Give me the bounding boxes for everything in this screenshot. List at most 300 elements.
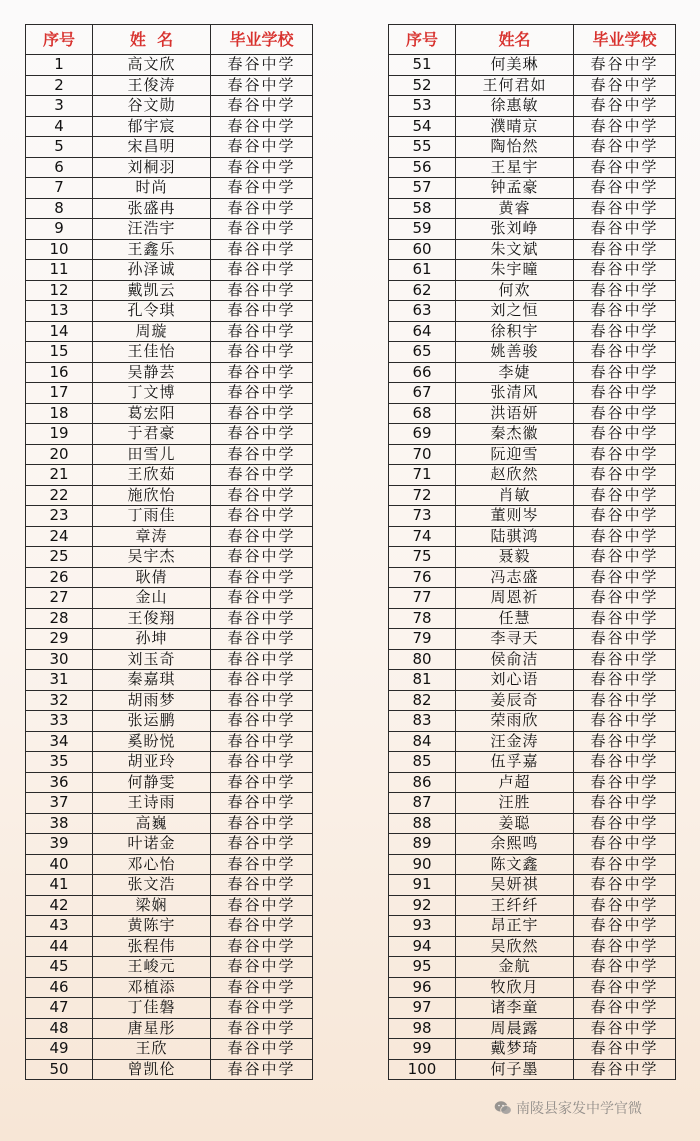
row-name: 田雪儿 xyxy=(93,444,211,465)
row-seq: 37 xyxy=(26,793,93,814)
table-row xyxy=(389,239,676,260)
row-name: 李婕 xyxy=(456,362,574,383)
row-seq: 24 xyxy=(26,526,93,547)
table-row xyxy=(26,793,313,814)
row-school: 春谷中学 xyxy=(574,649,676,670)
row-seq: 98 xyxy=(389,1018,456,1039)
row-name: 徐惠敏 xyxy=(456,96,574,117)
row-name: 汪浩宇 xyxy=(93,219,211,240)
table-row xyxy=(26,198,313,219)
row-seq: 20 xyxy=(26,444,93,465)
row-seq: 11 xyxy=(26,260,93,281)
student-table-right xyxy=(388,24,676,1080)
row-name: 胡亚玲 xyxy=(93,752,211,773)
row-name: 刘桐羽 xyxy=(93,157,211,178)
row-seq: 68 xyxy=(389,403,456,424)
row-name: 王星宇 xyxy=(456,157,574,178)
row-name: 董则岑 xyxy=(456,506,574,527)
row-school: 春谷中学 xyxy=(211,239,313,260)
row-name: 伍孚嘉 xyxy=(456,752,574,773)
row-name: 赵欣然 xyxy=(456,465,574,486)
row-seq: 72 xyxy=(389,485,456,506)
row-name: 何欢 xyxy=(456,280,574,301)
table-row xyxy=(26,1018,313,1039)
row-seq: 54 xyxy=(389,116,456,137)
row-school: 春谷中学 xyxy=(574,321,676,342)
table-row xyxy=(26,239,313,260)
row-seq: 22 xyxy=(26,485,93,506)
header-seq: 序号 xyxy=(26,25,93,55)
table-row xyxy=(389,895,676,916)
table-row xyxy=(389,588,676,609)
row-seq: 57 xyxy=(389,178,456,199)
row-school: 春谷中学 xyxy=(574,485,676,506)
row-school: 春谷中学 xyxy=(211,690,313,711)
row-school: 春谷中学 xyxy=(211,219,313,240)
row-school: 春谷中学 xyxy=(574,96,676,117)
row-school: 春谷中学 xyxy=(211,342,313,363)
row-name: 张程伟 xyxy=(93,936,211,957)
row-name: 汪胜 xyxy=(456,793,574,814)
row-name: 丁文博 xyxy=(93,383,211,404)
row-school: 春谷中学 xyxy=(574,465,676,486)
table-row xyxy=(26,506,313,527)
row-seq: 59 xyxy=(389,219,456,240)
table-row xyxy=(389,916,676,937)
row-seq: 44 xyxy=(26,936,93,957)
table-row xyxy=(26,301,313,322)
row-name: 奚盼悦 xyxy=(93,731,211,752)
table-row xyxy=(389,670,676,691)
table-row xyxy=(26,321,313,342)
row-seq: 42 xyxy=(26,895,93,916)
row-seq: 84 xyxy=(389,731,456,752)
wechat-icon xyxy=(494,1100,512,1116)
table-row xyxy=(26,424,313,445)
row-name: 王佳怡 xyxy=(93,342,211,363)
row-school: 春谷中学 xyxy=(574,1059,676,1080)
table-row xyxy=(389,731,676,752)
row-school: 春谷中学 xyxy=(211,957,313,978)
row-school: 春谷中学 xyxy=(574,998,676,1019)
table-row xyxy=(389,137,676,158)
row-school: 春谷中学 xyxy=(574,608,676,629)
table-row xyxy=(26,362,313,383)
row-school: 春谷中学 xyxy=(574,731,676,752)
row-school: 春谷中学 xyxy=(211,793,313,814)
row-school: 春谷中学 xyxy=(211,1039,313,1060)
table-row xyxy=(26,75,313,96)
row-name: 吴欣然 xyxy=(456,936,574,957)
row-school: 春谷中学 xyxy=(211,813,313,834)
row-name: 张文浩 xyxy=(93,875,211,896)
row-school: 春谷中学 xyxy=(211,526,313,547)
row-seq: 76 xyxy=(389,567,456,588)
row-seq: 13 xyxy=(26,301,93,322)
table-row xyxy=(26,690,313,711)
table-row xyxy=(389,342,676,363)
table-row xyxy=(389,485,676,506)
row-name: 孙泽诚 xyxy=(93,260,211,281)
row-name: 卢超 xyxy=(456,772,574,793)
row-name: 葛宏阳 xyxy=(93,403,211,424)
row-name: 诸李童 xyxy=(456,998,574,1019)
table-row xyxy=(26,96,313,117)
row-name: 荣雨欣 xyxy=(456,711,574,732)
row-name: 孙坤 xyxy=(93,629,211,650)
row-name: 王纤纤 xyxy=(456,895,574,916)
row-seq: 33 xyxy=(26,711,93,732)
row-name: 邓植添 xyxy=(93,977,211,998)
row-seq: 12 xyxy=(26,280,93,301)
row-name: 李寻天 xyxy=(456,629,574,650)
row-seq: 17 xyxy=(26,383,93,404)
row-school: 春谷中学 xyxy=(211,321,313,342)
table-row xyxy=(26,998,313,1019)
table-row xyxy=(26,116,313,137)
row-seq: 83 xyxy=(389,711,456,732)
row-school: 春谷中学 xyxy=(574,75,676,96)
row-seq: 61 xyxy=(389,260,456,281)
row-school: 春谷中学 xyxy=(574,711,676,732)
row-school: 春谷中学 xyxy=(574,280,676,301)
row-school: 春谷中学 xyxy=(574,629,676,650)
row-seq: 50 xyxy=(26,1059,93,1080)
row-name: 朱宇曈 xyxy=(456,260,574,281)
row-seq: 1 xyxy=(26,55,93,76)
row-name: 姚善骏 xyxy=(456,342,574,363)
row-name: 吴静芸 xyxy=(93,362,211,383)
row-name: 汪金涛 xyxy=(456,731,574,752)
row-name: 戴梦琦 xyxy=(456,1039,574,1060)
table-row xyxy=(26,485,313,506)
row-school: 春谷中学 xyxy=(211,854,313,875)
row-seq: 29 xyxy=(26,629,93,650)
row-seq: 73 xyxy=(389,506,456,527)
row-school: 春谷中学 xyxy=(574,219,676,240)
row-school: 春谷中学 xyxy=(211,96,313,117)
row-school: 春谷中学 xyxy=(211,157,313,178)
table-row xyxy=(26,772,313,793)
row-name: 高文欣 xyxy=(93,55,211,76)
row-school: 春谷中学 xyxy=(574,588,676,609)
row-seq: 93 xyxy=(389,916,456,937)
row-seq: 64 xyxy=(389,321,456,342)
row-school: 春谷中学 xyxy=(574,752,676,773)
row-seq: 2 xyxy=(26,75,93,96)
row-name: 肖敏 xyxy=(456,485,574,506)
row-name: 姜聪 xyxy=(456,813,574,834)
row-school: 春谷中学 xyxy=(574,936,676,957)
table-row xyxy=(389,547,676,568)
row-school: 春谷中学 xyxy=(574,260,676,281)
table-row xyxy=(26,670,313,691)
row-name: 昂正宇 xyxy=(456,916,574,937)
row-name: 谷文勋 xyxy=(93,96,211,117)
row-school: 春谷中学 xyxy=(574,526,676,547)
row-school: 春谷中学 xyxy=(211,649,313,670)
table-row xyxy=(26,342,313,363)
table-row xyxy=(389,157,676,178)
row-name: 王欣茹 xyxy=(93,465,211,486)
row-school: 春谷中学 xyxy=(211,362,313,383)
table-row xyxy=(26,936,313,957)
row-name: 朱文斌 xyxy=(456,239,574,260)
row-seq: 88 xyxy=(389,813,456,834)
row-seq: 58 xyxy=(389,198,456,219)
row-name: 何美琳 xyxy=(456,55,574,76)
table-row xyxy=(26,752,313,773)
table-row xyxy=(26,260,313,281)
row-seq: 39 xyxy=(26,834,93,855)
row-name: 王鑫乐 xyxy=(93,239,211,260)
row-name: 何静雯 xyxy=(93,772,211,793)
row-school: 春谷中学 xyxy=(574,567,676,588)
row-school: 春谷中学 xyxy=(211,936,313,957)
row-name: 章涛 xyxy=(93,526,211,547)
row-seq: 43 xyxy=(26,916,93,937)
row-seq: 85 xyxy=(389,752,456,773)
row-school: 春谷中学 xyxy=(211,198,313,219)
row-seq: 23 xyxy=(26,506,93,527)
row-name: 周恩祈 xyxy=(456,588,574,609)
row-school: 春谷中学 xyxy=(574,670,676,691)
row-name: 黄陈宇 xyxy=(93,916,211,937)
table-row xyxy=(389,526,676,547)
row-name: 王诗雨 xyxy=(93,793,211,814)
row-seq: 14 xyxy=(26,321,93,342)
table-row xyxy=(389,752,676,773)
table-row xyxy=(389,362,676,383)
table-row xyxy=(389,936,676,957)
table-row xyxy=(389,444,676,465)
table-header-row xyxy=(389,25,676,55)
row-school: 春谷中学 xyxy=(211,977,313,998)
row-school: 春谷中学 xyxy=(574,834,676,855)
header-seq: 序号 xyxy=(389,25,456,55)
row-name: 宋昌明 xyxy=(93,137,211,158)
row-seq: 97 xyxy=(389,998,456,1019)
row-school: 春谷中学 xyxy=(574,895,676,916)
row-school: 春谷中学 xyxy=(211,834,313,855)
row-school: 春谷中学 xyxy=(574,383,676,404)
row-school: 春谷中学 xyxy=(211,711,313,732)
row-seq: 35 xyxy=(26,752,93,773)
row-name: 于君豪 xyxy=(93,424,211,445)
table-row xyxy=(26,834,313,855)
row-seq: 99 xyxy=(389,1039,456,1060)
row-seq: 7 xyxy=(26,178,93,199)
row-school: 春谷中学 xyxy=(574,198,676,219)
table-row xyxy=(389,998,676,1019)
table-row xyxy=(389,321,676,342)
row-seq: 31 xyxy=(26,670,93,691)
row-school: 春谷中学 xyxy=(574,137,676,158)
row-school: 春谷中学 xyxy=(211,998,313,1019)
row-seq: 48 xyxy=(26,1018,93,1039)
table-row xyxy=(389,957,676,978)
row-seq: 60 xyxy=(389,239,456,260)
row-seq: 55 xyxy=(389,137,456,158)
row-name: 刘之恒 xyxy=(456,301,574,322)
row-name: 王俊涛 xyxy=(93,75,211,96)
row-school: 春谷中学 xyxy=(211,444,313,465)
row-school: 春谷中学 xyxy=(574,342,676,363)
row-school: 春谷中学 xyxy=(211,1059,313,1080)
row-school: 春谷中学 xyxy=(574,977,676,998)
row-school: 春谷中学 xyxy=(211,55,313,76)
table-row xyxy=(26,588,313,609)
row-school: 春谷中学 xyxy=(574,547,676,568)
row-name: 黄睿 xyxy=(456,198,574,219)
row-school: 春谷中学 xyxy=(211,895,313,916)
table-row xyxy=(389,711,676,732)
row-school: 春谷中学 xyxy=(211,608,313,629)
row-seq: 91 xyxy=(389,875,456,896)
row-name: 叶诺金 xyxy=(93,834,211,855)
row-name: 张刘峥 xyxy=(456,219,574,240)
table-row xyxy=(26,137,313,158)
row-name: 郁宇宸 xyxy=(93,116,211,137)
row-school: 春谷中学 xyxy=(574,157,676,178)
row-name: 唐星彤 xyxy=(93,1018,211,1039)
row-school: 春谷中学 xyxy=(211,629,313,650)
table-row xyxy=(26,567,313,588)
table-row xyxy=(389,260,676,281)
row-school: 春谷中学 xyxy=(211,567,313,588)
row-seq: 18 xyxy=(26,403,93,424)
row-name: 王何君如 xyxy=(456,75,574,96)
row-school: 春谷中学 xyxy=(574,362,676,383)
row-seq: 81 xyxy=(389,670,456,691)
row-seq: 65 xyxy=(389,342,456,363)
row-seq: 56 xyxy=(389,157,456,178)
table-row xyxy=(389,301,676,322)
row-seq: 51 xyxy=(389,55,456,76)
table-row xyxy=(389,178,676,199)
row-school: 春谷中学 xyxy=(574,239,676,260)
row-seq: 95 xyxy=(389,957,456,978)
row-school: 春谷中学 xyxy=(574,957,676,978)
row-name: 孔令琪 xyxy=(93,301,211,322)
row-school: 春谷中学 xyxy=(211,506,313,527)
row-school: 春谷中学 xyxy=(211,731,313,752)
row-name: 金航 xyxy=(456,957,574,978)
table-row xyxy=(26,916,313,937)
header-name: 姓 名 xyxy=(93,25,211,55)
table-row xyxy=(26,731,313,752)
row-seq: 70 xyxy=(389,444,456,465)
table-row xyxy=(26,526,313,547)
row-name: 梁娴 xyxy=(93,895,211,916)
table-row xyxy=(389,772,676,793)
row-name: 金山 xyxy=(93,588,211,609)
table-row xyxy=(26,219,313,240)
row-school: 春谷中学 xyxy=(574,916,676,937)
row-name: 刘玉奇 xyxy=(93,649,211,670)
row-seq: 15 xyxy=(26,342,93,363)
table-row xyxy=(389,219,676,240)
row-seq: 67 xyxy=(389,383,456,404)
row-seq: 90 xyxy=(389,854,456,875)
row-school: 春谷中学 xyxy=(211,670,313,691)
row-seq: 10 xyxy=(26,239,93,260)
header-name: 姓名 xyxy=(456,25,574,55)
table-row xyxy=(26,895,313,916)
row-name: 徐积宇 xyxy=(456,321,574,342)
table-row xyxy=(26,875,313,896)
row-name: 姜辰奇 xyxy=(456,690,574,711)
table-row xyxy=(26,280,313,301)
row-name: 戴凯云 xyxy=(93,280,211,301)
row-seq: 38 xyxy=(26,813,93,834)
row-school: 春谷中学 xyxy=(574,793,676,814)
table-row xyxy=(26,178,313,199)
table-row xyxy=(389,629,676,650)
row-school: 春谷中学 xyxy=(211,260,313,281)
row-seq: 49 xyxy=(26,1039,93,1060)
row-name: 何子墨 xyxy=(456,1059,574,1080)
row-seq: 19 xyxy=(26,424,93,445)
row-seq: 27 xyxy=(26,588,93,609)
row-school: 春谷中学 xyxy=(574,690,676,711)
row-school: 春谷中学 xyxy=(211,547,313,568)
table-row xyxy=(389,1039,676,1060)
row-name: 余熙鸣 xyxy=(456,834,574,855)
table-row xyxy=(389,280,676,301)
table-row xyxy=(26,977,313,998)
row-name: 邓心怡 xyxy=(93,854,211,875)
table-row xyxy=(26,444,313,465)
row-seq: 16 xyxy=(26,362,93,383)
row-school: 春谷中学 xyxy=(574,772,676,793)
row-name: 耿倩 xyxy=(93,567,211,588)
row-seq: 78 xyxy=(389,608,456,629)
row-school: 春谷中学 xyxy=(574,116,676,137)
row-seq: 46 xyxy=(26,977,93,998)
row-seq: 47 xyxy=(26,998,93,1019)
row-seq: 36 xyxy=(26,772,93,793)
row-school: 春谷中学 xyxy=(211,75,313,96)
row-school: 春谷中学 xyxy=(211,588,313,609)
table-row xyxy=(389,1059,676,1080)
row-name: 阮迎雪 xyxy=(456,444,574,465)
table-row xyxy=(26,957,313,978)
row-seq: 77 xyxy=(389,588,456,609)
row-name: 周璇 xyxy=(93,321,211,342)
table-row xyxy=(389,649,676,670)
table-row xyxy=(26,649,313,670)
table-row xyxy=(389,567,676,588)
row-name: 丁佳磐 xyxy=(93,998,211,1019)
row-name: 吴宇杰 xyxy=(93,547,211,568)
row-name: 侯俞洁 xyxy=(456,649,574,670)
row-name: 时尚 xyxy=(93,178,211,199)
table-row xyxy=(389,506,676,527)
watermark xyxy=(494,1098,642,1118)
table-header-row xyxy=(26,25,313,55)
row-name: 聂毅 xyxy=(456,547,574,568)
row-seq: 34 xyxy=(26,731,93,752)
table-row xyxy=(389,793,676,814)
table-row xyxy=(26,403,313,424)
table-row xyxy=(26,157,313,178)
row-seq: 40 xyxy=(26,854,93,875)
row-seq: 100 xyxy=(389,1059,456,1080)
row-seq: 94 xyxy=(389,936,456,957)
table-row xyxy=(389,813,676,834)
table-row xyxy=(26,813,313,834)
